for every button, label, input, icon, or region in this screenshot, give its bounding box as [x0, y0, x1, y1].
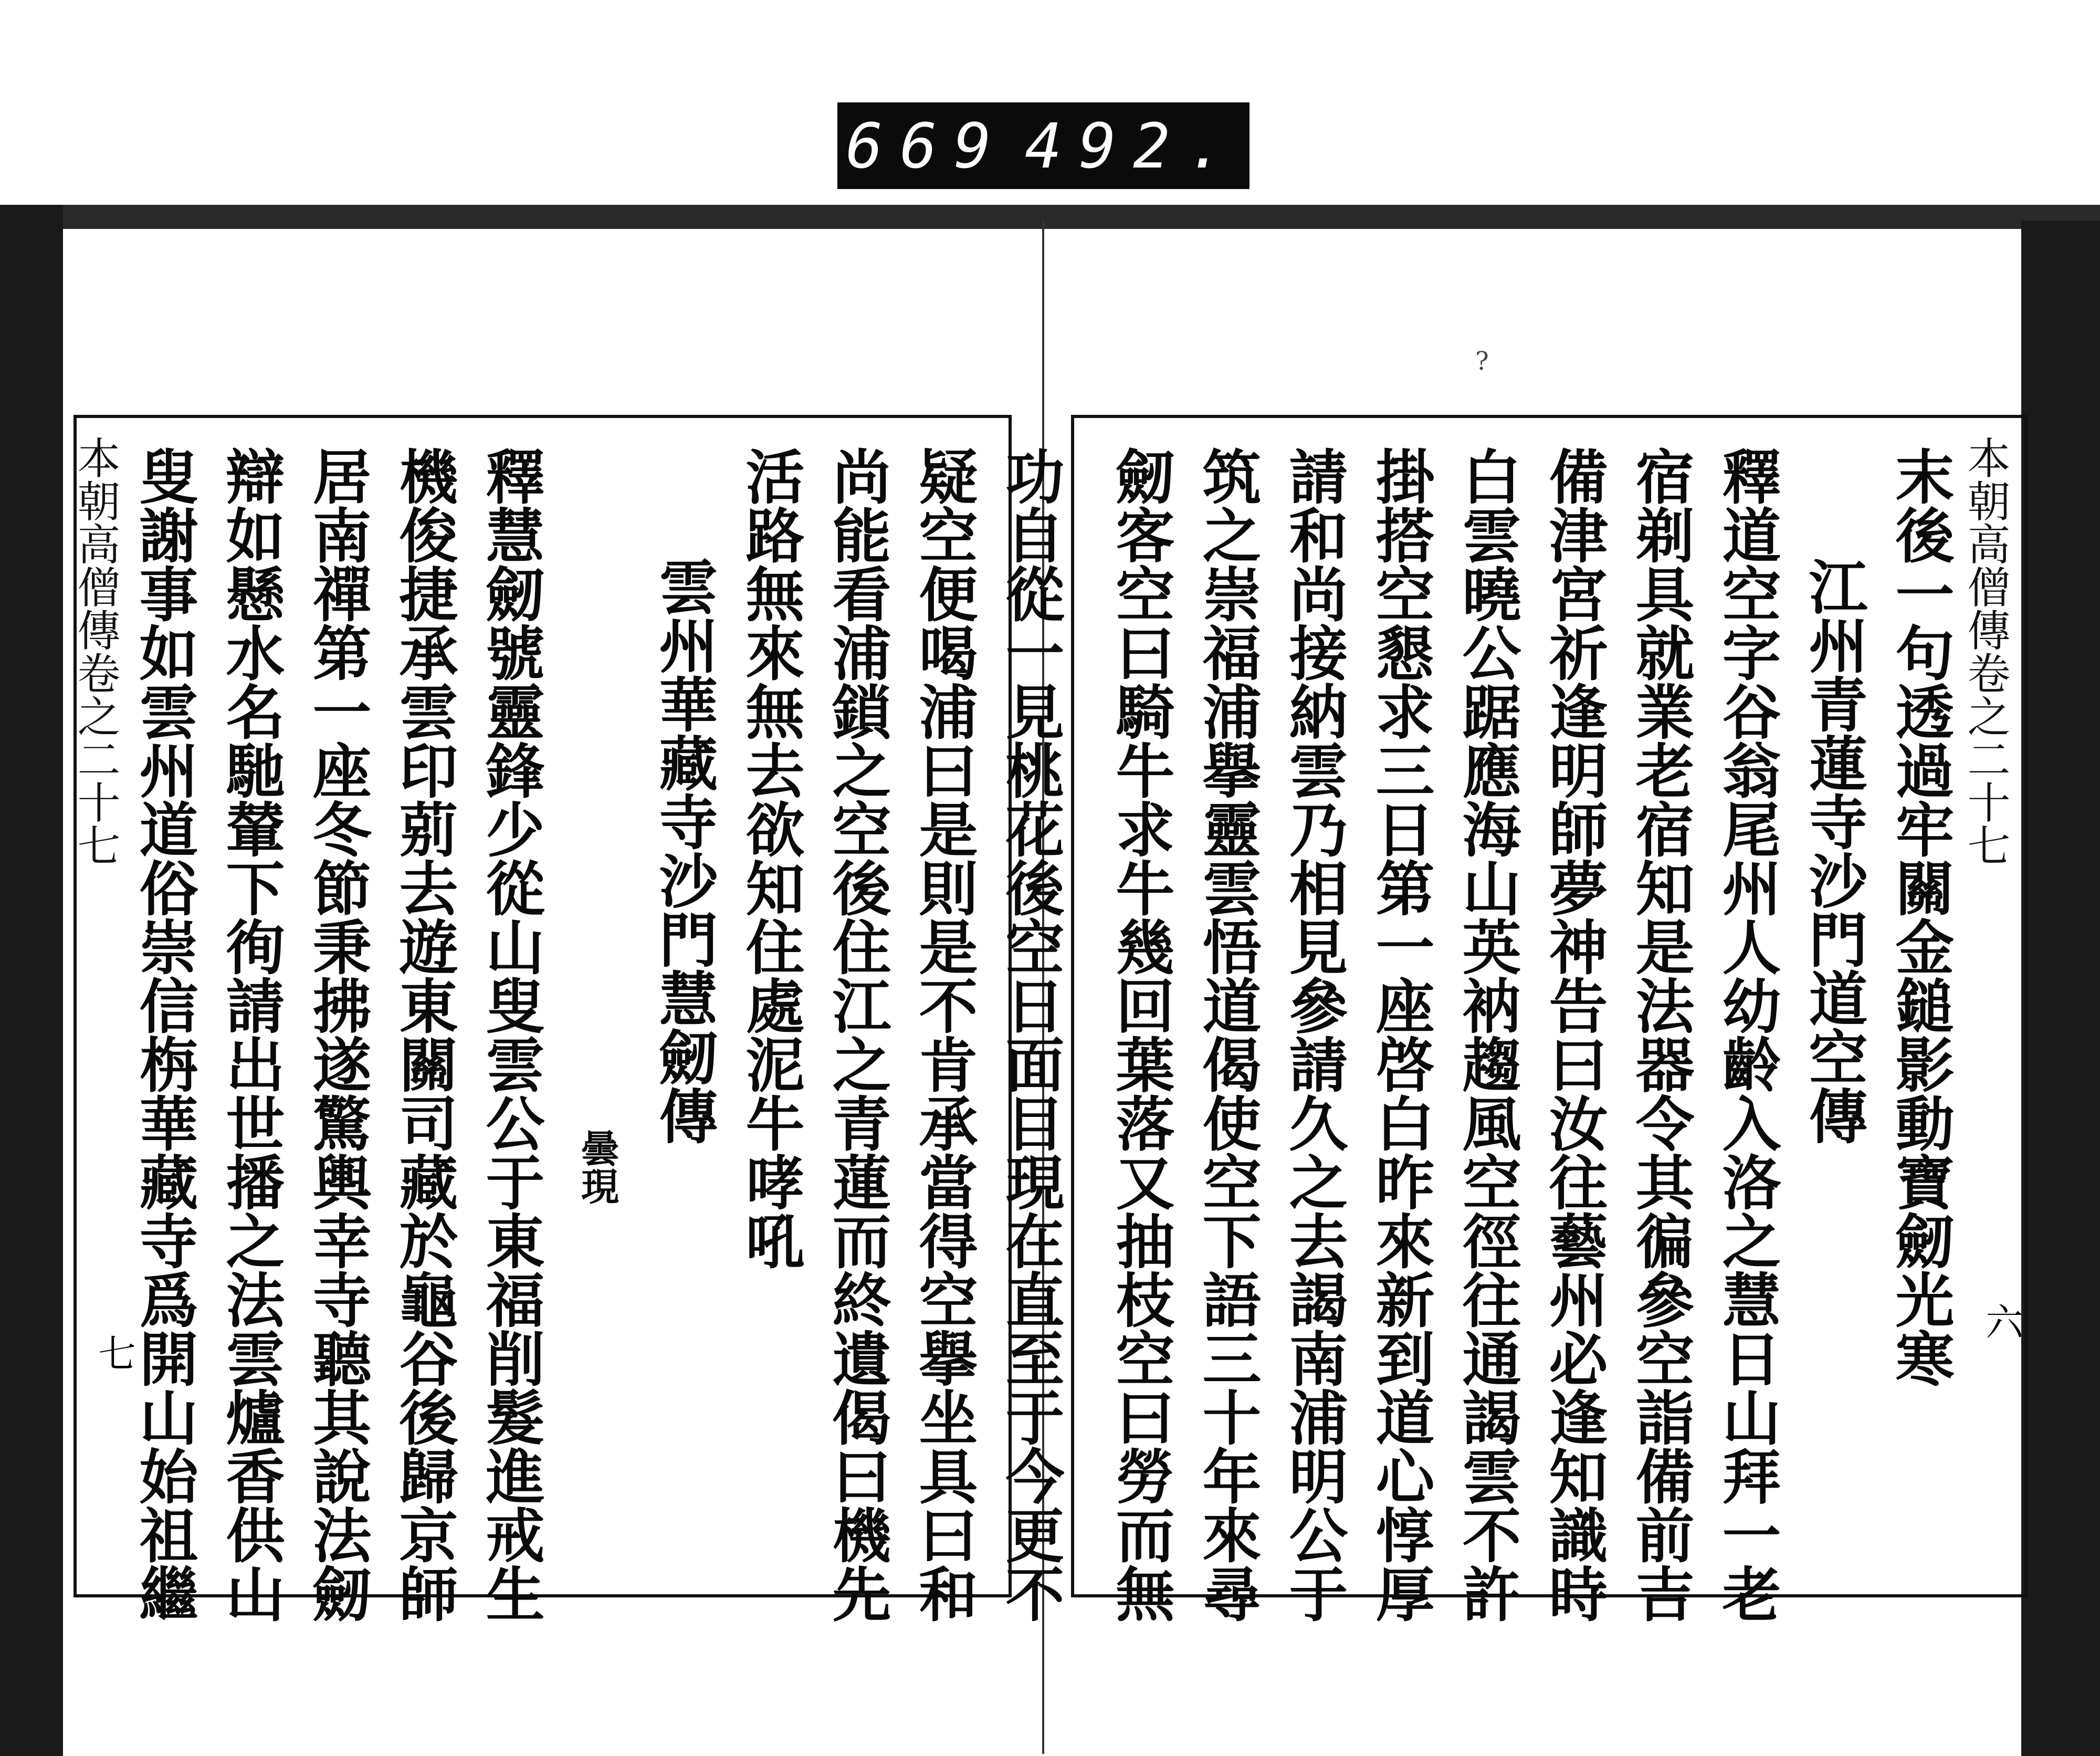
archive-number-b: 492. — [1024, 109, 1242, 182]
text-column: 尚能看浦鎖之空後住江之青蓮而終遺偈曰機先 — [823, 446, 891, 1623]
text-column: 活路無來無去欲知住處泥牛哮吼 — [736, 446, 805, 1270]
text-column: 請和尚接納雲乃相見參請久之去謁南浦明公于 — [1279, 446, 1348, 1623]
section-heading: 江州青蓮寺沙門道空傳 — [1799, 557, 1868, 1145]
left-page-text — [121, 446, 1074, 1623]
text-column: 宿剃具就業老宿知是法器令其徧參空詣備前吉 — [1626, 446, 1695, 1623]
heading-note: 曇現 — [575, 1129, 620, 1205]
text-column: 備津宮祈逢明師夢神告曰汝往藝州必逢知識時 — [1539, 446, 1608, 1623]
text-column: 居南禪第一座冬節秉拂遂驚輿幸寺聽其說法劒 — [303, 446, 372, 1623]
text-column: 白雲曉公踞應海山英衲趨風空徑往通謁雲不許 — [1453, 446, 1521, 1623]
text-column: 末後一句透過牢關金鎚影動寶劒光寒 — [1886, 446, 1955, 1387]
right-page-text — [1097, 446, 1964, 1623]
stray-mark: ? — [1475, 347, 1489, 376]
left-folio: 七 — [92, 1334, 136, 1372]
text-column: 疑空便喝浦曰是則是不肯承當得空擧坐具曰和 — [909, 446, 978, 1623]
archive-number-label — [837, 102, 1250, 189]
right-folio: 六 — [1979, 1302, 2023, 1340]
right-page-edge — [2021, 221, 2100, 1756]
text-column: 辯如懸水名馳輦下徇請出世播之法雲爐香供山 — [216, 446, 285, 1623]
text-column: 功自從一見桃花後空日面目現在直至于今更不 — [996, 446, 1065, 1623]
text-column: 劒客空曰騎牛求牛幾回葉落又抽枝空曰勞而無 — [1106, 446, 1175, 1623]
left-margin-title: 本朝高僧傳卷之二十七 — [70, 436, 120, 866]
text-column: 釋道空字谷翁尾州人幼齡入洛之慧日山拜一老 — [1713, 446, 1781, 1623]
text-column: 釋慧劒號靈鋒少從山叟雲公于東福削髮進戒生 — [476, 446, 545, 1623]
top-shadow — [0, 205, 2100, 229]
section-heading: 雲州華藏寺沙門慧劒傳 — [649, 557, 718, 1145]
left-page-edge — [0, 205, 63, 1756]
archive-number-a: 669 — [845, 109, 1009, 182]
text-column: 掛搭空懇求三日第一座啓白昨來新到道心惇厚 — [1366, 446, 1435, 1623]
right-margin-title: 本朝高僧傳卷之二十七 — [1960, 436, 2010, 866]
text-column: 機俊捷承雲印莂去遊東關司藏於龜谷後歸京師 — [390, 446, 458, 1623]
text-column: 叟謝事如雲州道俗崇信栴華藏寺爲開山始祖繼 — [130, 446, 198, 1623]
text-column: 筑之崇福浦擧靈雲悟道偈使空下語三十年來尋 — [1193, 446, 1262, 1623]
